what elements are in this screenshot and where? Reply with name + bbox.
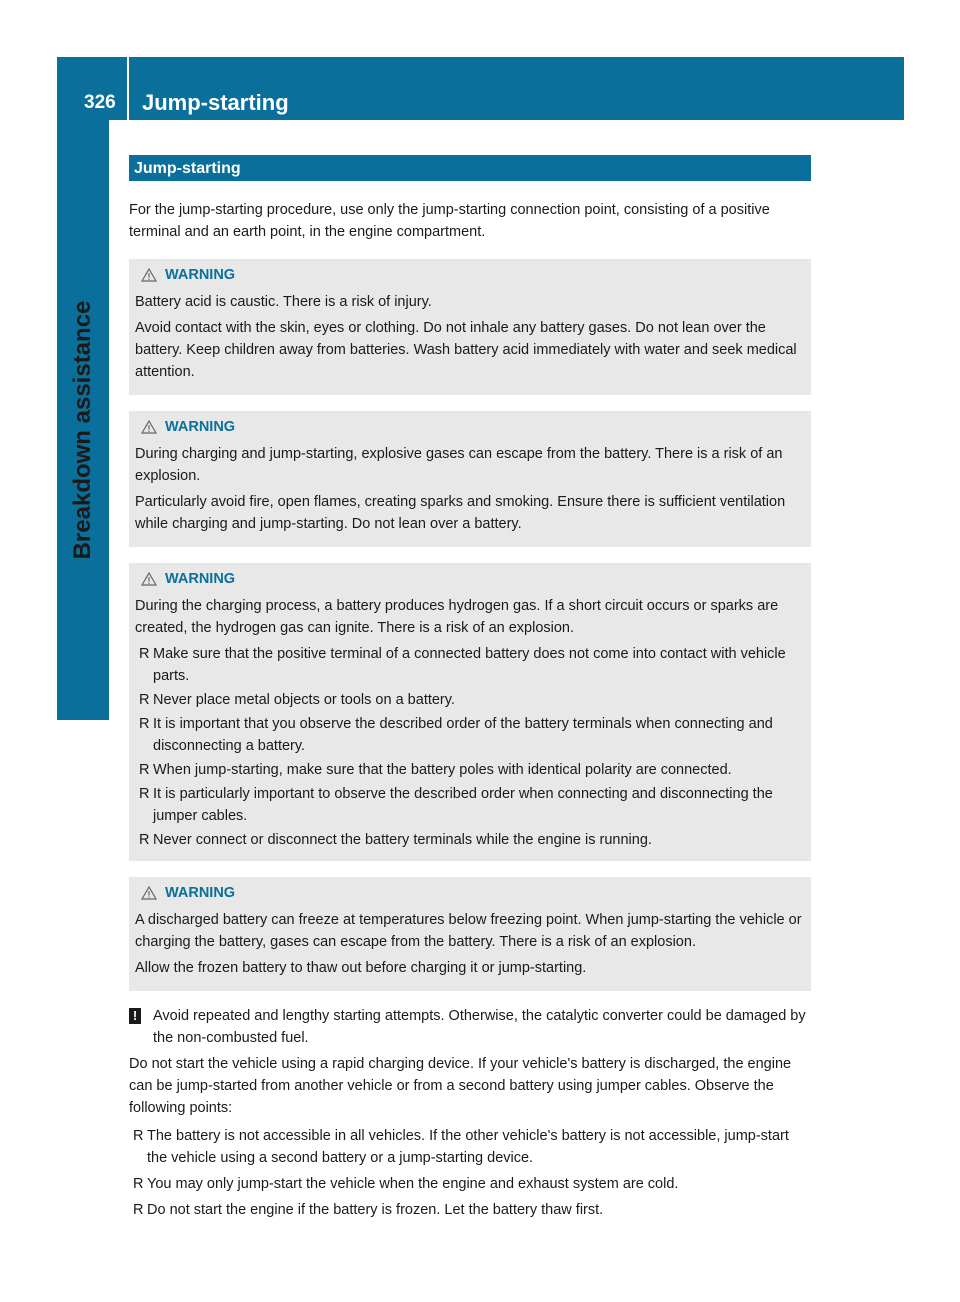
list-item: [135, 829, 805, 851]
list-item: [129, 1199, 811, 1221]
warning-triangle-icon: [141, 268, 157, 282]
header-divider: [127, 57, 129, 120]
warning-box: [129, 563, 811, 861]
bullet-marker: R: [139, 832, 150, 848]
list-item: [135, 689, 805, 711]
list-item: [135, 643, 805, 687]
warning-text: Battery acid is caustic. There is a risk of injury.: [135, 294, 432, 310]
bullet-marker: R: [139, 692, 150, 708]
warning-triangle-icon: [141, 886, 157, 900]
warning-label: WARNING: [165, 267, 236, 283]
warning-label: WARNING: [165, 885, 236, 901]
warning-box: [129, 259, 811, 395]
body-paragraph: Do not start the vehicle using a rapid charging device. If your vehicle's battery is discharged, the engine can be jump-started from another vehicle or from a second battery using jumper cables. Observe the following points:: [129, 1056, 792, 1116]
warning-label: WARNING: [165, 571, 236, 587]
warning-box: [129, 411, 811, 547]
warning-triangle-icon: [141, 572, 157, 586]
bullet-marker: R: [133, 1202, 144, 1218]
list-item-text: It is particularly important to observe the described order when connecting and disconnecting the jumper cables.: [153, 786, 773, 824]
warning-label: WARNING: [165, 419, 236, 435]
list-item-text: Do not start the engine if the battery is frozen. Let the battery thaw first.: [147, 1202, 604, 1218]
bullet-marker: R: [133, 1176, 144, 1192]
list-item-text: You may only jump-start the vehicle when the engine and exhaust system are cold.: [147, 1176, 679, 1192]
list-item: [129, 1173, 811, 1195]
list-item-text: Make sure that the positive terminal of a connected battery does not come into contact with vehicle parts.: [153, 646, 786, 684]
caution-note-text: Avoid repeated and lengthy starting attempts. Otherwise, the catalytic converter could be damaged by the non-combusted fuel.: [153, 1008, 806, 1046]
warning-text: Particularly avoid fire, open flames, creating sparks and smoking. Ensure there is sufficient ventilation while charging and jump-starting. Do not lean over a battery.: [135, 494, 786, 532]
warning-text: During the charging process, a battery produces hydrogen gas. If a short circuit occurs or sparks are created, the hydrogen gas can ignite. There is a risk of an explosion.: [135, 598, 779, 636]
bullet-marker: R: [133, 1128, 144, 1144]
warning-box: [129, 877, 811, 991]
header-title: Jump-starting: [142, 90, 289, 115]
bullet-marker: R: [139, 762, 150, 778]
list-item-text: It is important that you observe the described order of the battery terminals when connecting and disconnecting a battery.: [153, 716, 773, 754]
list-item-text: When jump-starting, make sure that the battery poles with identical polarity are connected.: [153, 762, 732, 778]
intro-paragraph: For the jump-starting procedure, use only the jump-starting connection point, consisting of a positive terminal and an earth point, in the engine compartment.: [129, 202, 770, 240]
list-item: [135, 759, 805, 781]
exclamation-icon: !: [129, 1008, 141, 1024]
list-item: [135, 713, 805, 757]
list-item-text: The battery is not accessible in all vehicles. If the other vehicle's battery is not accessible, jump-start the vehicle using a second battery or a jump-starting device.: [147, 1128, 789, 1166]
bullet-marker: R: [139, 716, 150, 732]
bullet-marker: R: [139, 646, 150, 662]
list-item-text: Never connect or disconnect the battery terminals while the engine is running.: [153, 832, 652, 848]
warning-text: Avoid contact with the skin, eyes or clothing. Do not inhale any battery gases. Do not lean over the battery. Keep children away from batteries. Wash battery acid immediately with water and seek medical attention.: [135, 320, 797, 380]
side-tab-label: Breakdown assistance: [69, 300, 96, 560]
list-item: [129, 1125, 811, 1169]
warning-triangle-icon: [141, 420, 157, 434]
warning-text: Allow the frozen battery to thaw out before charging it or jump-starting.: [135, 960, 587, 976]
bullet-marker: R: [139, 786, 150, 802]
caution-note: [129, 1005, 811, 1049]
list-item-text: Never place metal objects or tools on a battery.: [153, 692, 455, 708]
page-content: [129, 155, 811, 1223]
section-title: Jump-starting: [129, 155, 811, 181]
list-item: [135, 783, 805, 827]
warning-text: During charging and jump-starting, explosive gases can escape from the battery. There is a risk of an explosion.: [135, 446, 783, 484]
warning-text: A discharged battery can freeze at temperatures below freezing point. When jump-starting the vehicle or charging the battery, gases can escape from the battery. There is a risk of an explosion.: [135, 912, 802, 950]
page-number: 326: [84, 92, 116, 113]
